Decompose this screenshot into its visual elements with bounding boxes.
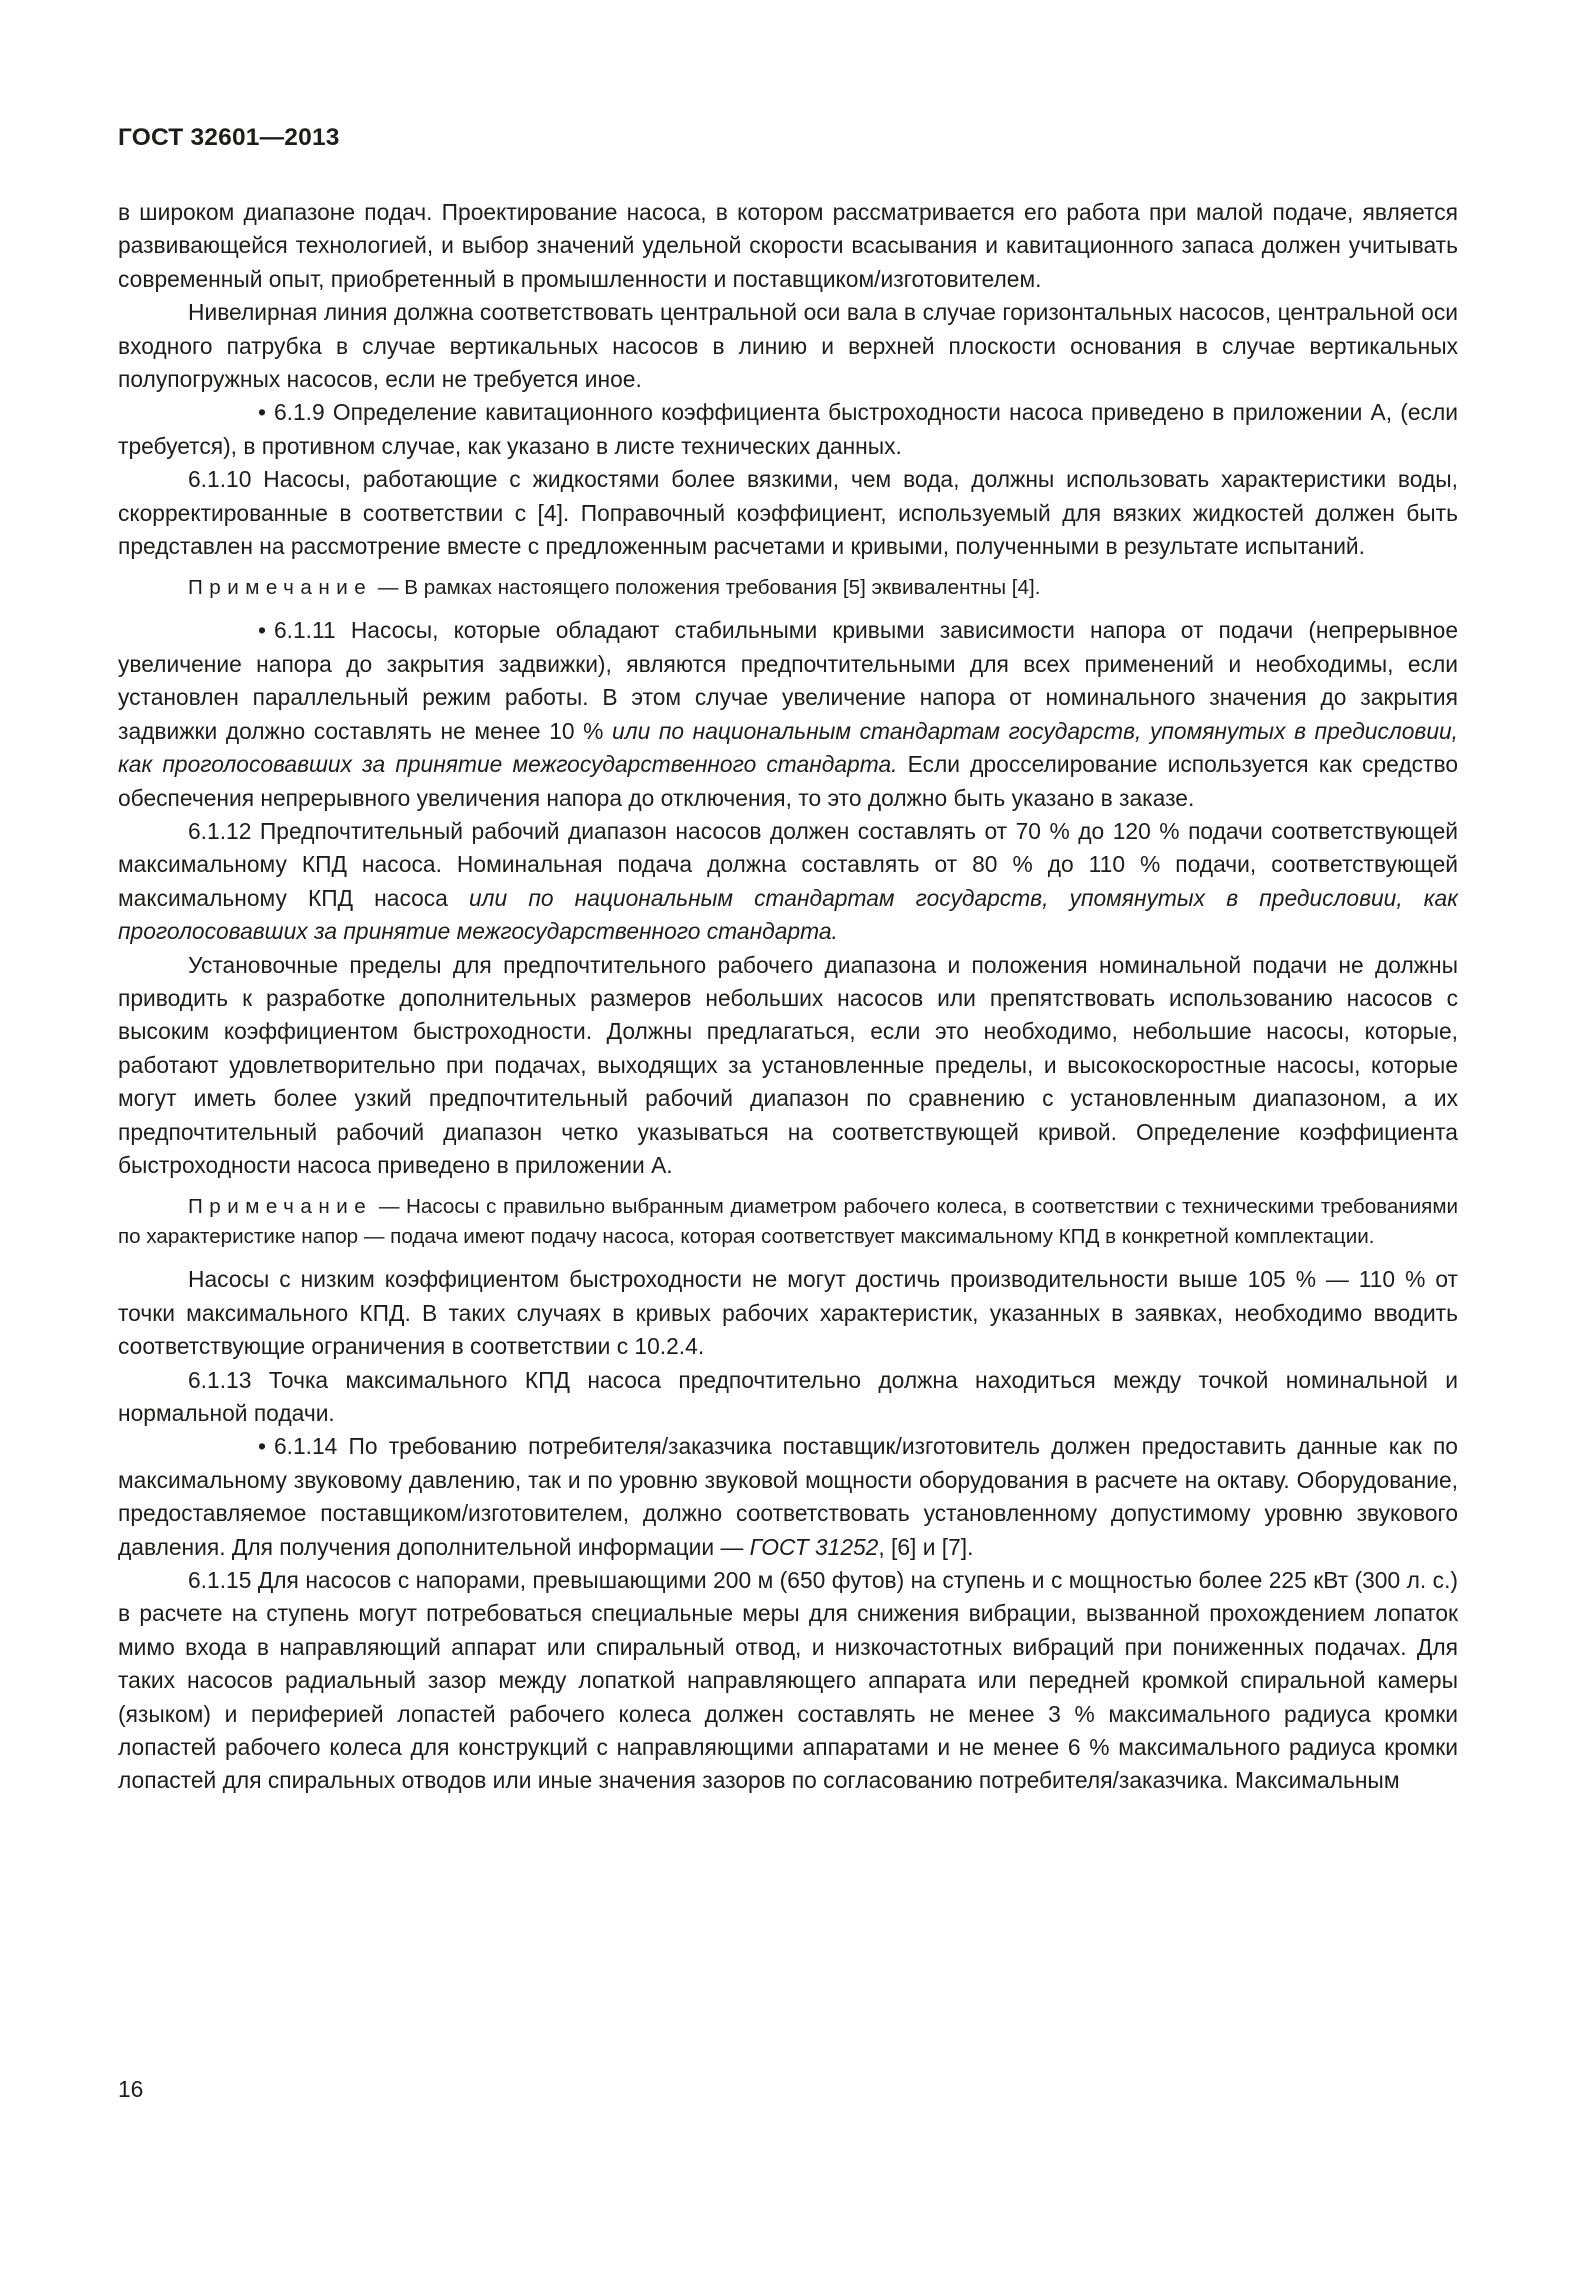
paragraph-6-1-9	[118, 396, 1458, 463]
paragraph-italic-text: или по национальным стандартам государств, упомянутых в предисловии, как проголосовавших за принятие межгосударственного стандарта.	[118, 717, 1459, 778]
note-label: Примечание	[188, 576, 373, 600]
paragraph-6-1-12	[118, 815, 1458, 949]
paragraph-6-1-10: 6.1.10 Насосы, работающие с жидкостями более вязкими, чем вода, должны использовать характеристики воды, скорректированные в соответствии с [4]. Поправочный коэффициент, используемый для вязких жидкостей должен быть представлен на рассмотрение вместе с предложенным расчетами и кривыми, полученными в результате испытаний.	[118, 466, 1458, 560]
paragraph-leveling-line: Нивелирная линия должна соответствовать центральной оси вала в случае горизонтальных насосов, центральной оси входного патрубка в случае вертикальных насосов в линию и верхней плоскости основания в случае вертикальных полупогружных насосов, если не требуется иное.	[118, 299, 1458, 393]
note-text: — Насосы с правильно выбранным диаметром рабочего колеса, в соответствии с техническими требованиями по характеристике напор — подача имеют подачу насоса, которая соответствует максимальному КПД в конкретной комплектации.	[118, 1195, 1458, 1249]
note-text: — В рамках настоящего положения требования [5] эквивалентны [4].	[372, 576, 1041, 600]
paragraph-text: , [6] и [7].	[878, 1533, 974, 1560]
note-1	[118, 573, 1458, 603]
page-number: 16	[118, 2076, 144, 2102]
paragraph-6-1-15: 6.1.15 Для насосов с напорами, превышающими 200 м (650 футов) на ступень и с мощностью более 225 кВт (300 л. с.) в расчете на ступень могут потребоваться специальные меры для снижения вибрации, вызванной прохождением лопаток мимо входа в направляющий аппарат или спиральный отвод, и низкочастотных вибраций при пониженных подачах. Для таких насосов радиальный зазор между лопаткой направляющего аппарата или передней кромкой спиральной камеры (языком) и периферией лопастей рабочего колеса должен составлять не менее 3 % максимального радиуса кромки лопастей рабочего колеса для конструкций с направляющими аппаратами и не менее 6 % максимального радиуса кромки лопастей для спиральных отводов или иные значения зазоров по согласованию потребителя/заказчика. Максимальным	[118, 1567, 1458, 1794]
bullet-marker: •	[258, 1433, 266, 1460]
paragraph-text: Если дросселирование используется как средство обеспечения непрерывного увеличения напора до отключения, то это должно быть указано в заказе.	[118, 751, 1458, 811]
bullet-marker: •	[258, 399, 266, 426]
paragraph-6-1-11	[118, 614, 1458, 814]
paragraph-operating-range-limits: Установочные пределы для предпочтительного рабочего диапазона и положения номинальной подачи не должны приводить к разработке дополнительных размеров небольших насосов или препятствовать использованию насосов с высоким коэффициентом быстроходности. Должны предлагаться, если это необходимо, небольшие насосы, которые, работают удовлетворительно при подачах, выходящих за установленные пределы, и высокоскоростные насосы, которые могут иметь более узкий предпочтительный рабочий диапазон по сравнению с установленным диапазоном, а их предпочтительный рабочий диапазон четко указываться на соответствующей кривой. Определение коэффициента быстроходности насоса приведено в приложении А.	[118, 951, 1458, 1178]
paragraph-text: 6.1.12 Предпочтительный рабочий диапазон насосов должен составлять от 70 % до 120 % подачи соответствующей максимальному КПД насоса. Номинальная подача должна составлять от 80 % до 110 % подачи, соответствующей максимальному КПД насоса	[118, 817, 1458, 911]
paragraph-continuation: в широком диапазоне подач. Проектирование насоса, в котором рассматривается его работа при малой подаче, является развивающейся технологией, и выбор значений удельной скорости всасывания и кавитационного запаса должен учитывать современный опыт, приобретенный в промышленности и поставщиком/изготовителем.	[118, 199, 1458, 292]
paragraph-text: 6.1.9 Определение кавитационного коэффициента быстроходности насоса приведено в приложении А, (если требуется), в противном случае, как указано в листе технических данных.	[118, 399, 1458, 459]
document-header-code: ГОСТ 32601—2013	[118, 124, 340, 151]
paragraph-text: 6.1.11 Насосы, которые обладают стабильными кривыми зависимости напора от подачи (непрерывное увеличение напора до закрытия задвижки), являются предпочтительными для всех применений и необходимы, если установлен параллельный режим работы. В этом случае увеличение напора от номинального значения до закрытия задвижки должно составлять не менее 10 %	[118, 617, 1458, 744]
note-label: Примечание	[188, 1195, 373, 1219]
paragraph-6-1-14	[118, 1430, 1458, 1564]
bullet-marker: •	[258, 617, 266, 644]
paragraph-low-specific-speed: Насосы с низким коэффициентом быстроходности не могут достичь производительности выше 105 % — 110 % от точки максимального КПД. В таких случаях в кривых рабочих характеристик, указанных в заявках, необходимо вводить соответствующие ограничения в соответствии с 10.2.4.	[118, 1266, 1458, 1360]
paragraph-italic-text: или по национальным стандартам государств, упомянутых в предисловии, как проголосовавших за принятие межгосударственного стандарта.	[118, 884, 1458, 945]
paragraph-6-1-13: 6.1.13 Точка максимального КПД насоса предпочтительно должна находиться между точкой номинальной и нормальной подачи.	[118, 1366, 1458, 1426]
document-body	[118, 196, 1458, 1798]
standard-reference: ГОСТ 31252	[749, 1533, 879, 1560]
note-2	[118, 1192, 1458, 1252]
paragraph-text: 6.1.14 По требованию потребителя/заказчика поставщик/изготовитель должен предоставить данные как по максимальному звуковому давлению, так и по уровню звуковой мощности оборудования в расчете на октаву. Оборудование, предоставляемое поставщиком/изготовителем, должно соответствовать установленному допустимому уровню звукового давления. Для получения дополнительной информации —	[118, 1433, 1458, 1560]
